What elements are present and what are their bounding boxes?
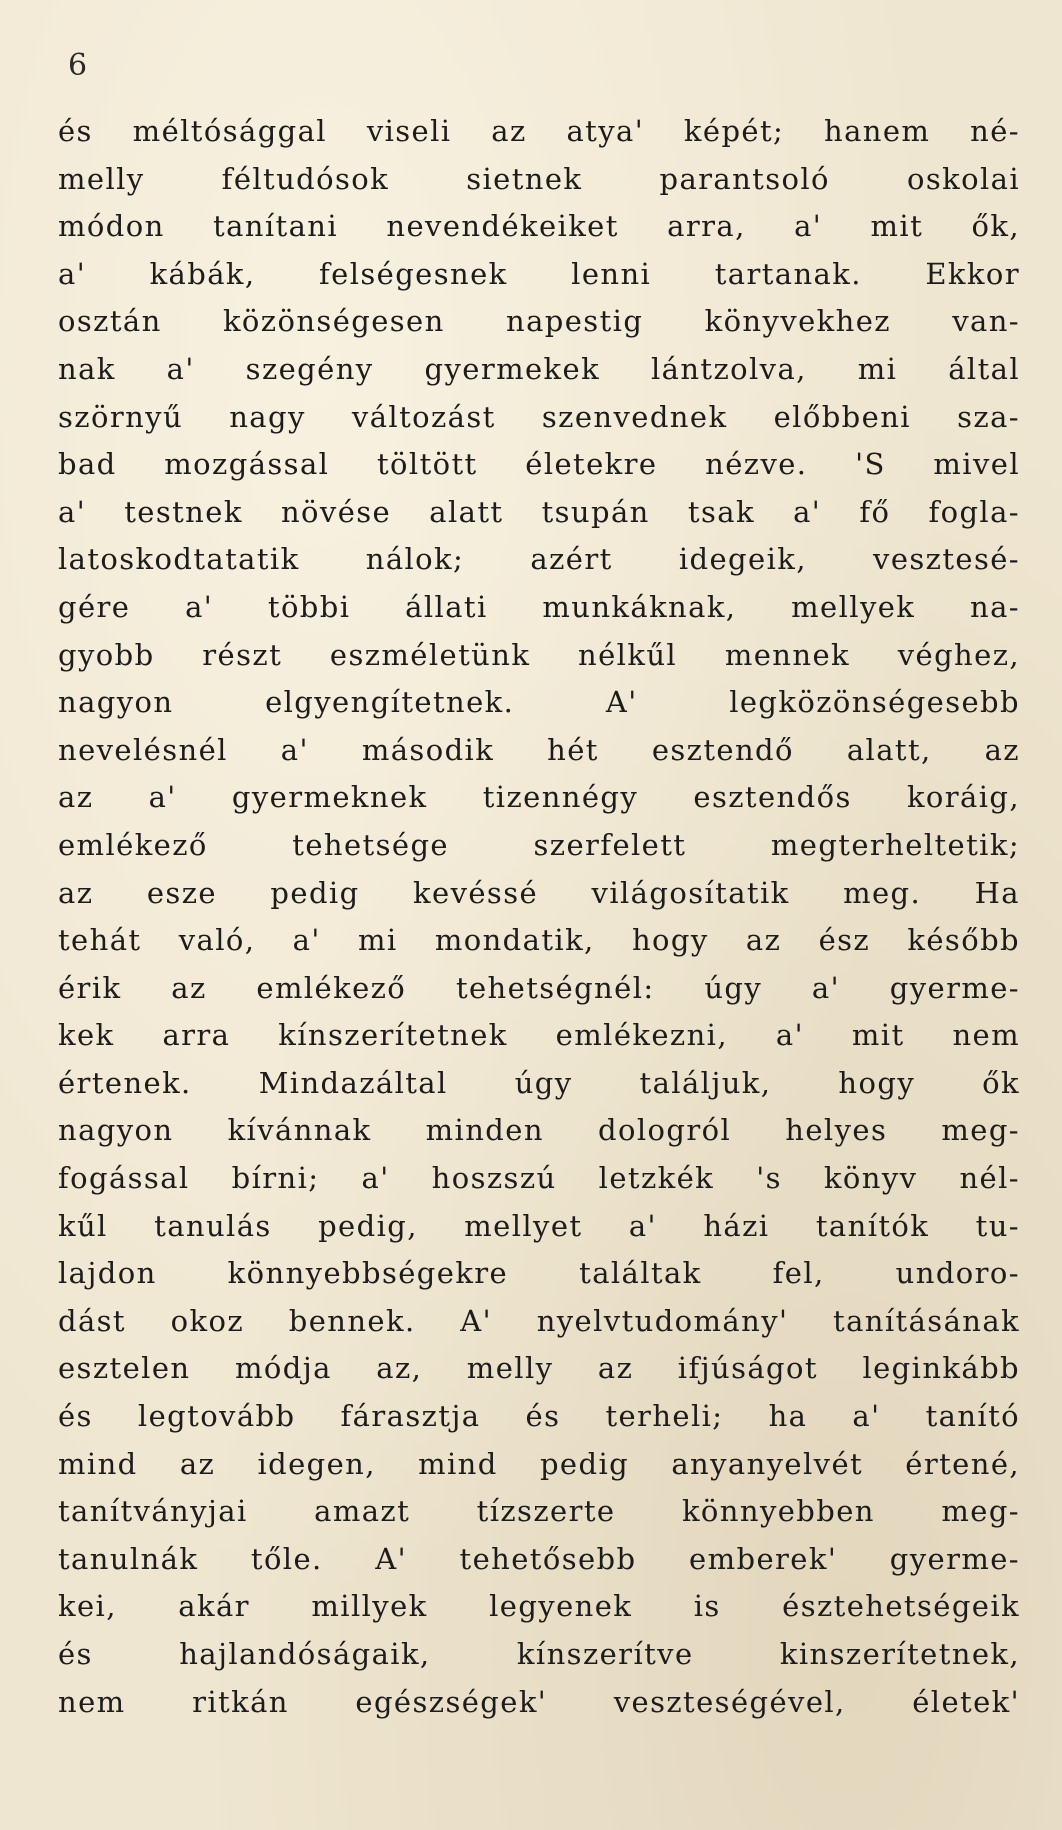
text-line: érik az emlékező tehetségnél: úgy a' gyerme- <box>58 970 1020 1005</box>
text-line: nagyon elgyengítetnek. A' legközönségesebb <box>58 685 1020 720</box>
text-line: gére a' többi állati munkáknak, mellyek na- <box>58 589 1020 624</box>
text-line: kek arra kínszerítetnek emlékezni, a' mit nem <box>58 1018 1020 1053</box>
text-line: értenek. Mindazáltal úgy találjuk, hogy ők <box>58 1065 1020 1100</box>
text-line: nem ritkán egészségek' veszteségével, életek' <box>58 1684 1020 1719</box>
text-line: és hajlandóságaik, kínszerítve kinszerítetnek, <box>58 1637 1020 1671</box>
body-text <box>58 108 1020 1726</box>
text-line: emlékező tehetsége szerfelett megterheltetik; <box>58 827 1020 862</box>
text-line: lajdon könnyebbségekre találtak fel, undoro- <box>58 1256 1020 1291</box>
text-line: a' testnek növése alatt tsupán tsak a' fő fogla- <box>58 494 1020 529</box>
text-line: nevelésnél a' második hét esztendő alatt, az <box>58 732 1020 767</box>
text-line: tanulnák tőle. A' tehetősebb emberek' gyerme- <box>58 1541 1020 1576</box>
text-line: az esze pedig kevéssé világosítatik meg. Ha <box>58 875 1020 910</box>
text-line: nak a' szegény gyermekek lántzolva, mi által <box>58 351 1020 386</box>
text-line: nagyon kívánnak minden dologról helyes meg- <box>58 1113 1020 1148</box>
text-line: kei, akár millyek legyenek is észtehetségeik <box>58 1589 1020 1624</box>
text-line: osztán közönségesen napestig könyvekhez van- <box>58 304 1020 339</box>
text-line: módon tanítani nevendékeiket arra, a' mit ők, <box>58 209 1020 244</box>
text-line: dást okoz bennek. A' nyelvtudomány' tanításának <box>58 1303 1020 1338</box>
text-line: mind az idegen, mind pedig anyanyelvét értené, <box>58 1446 1020 1481</box>
text-line: latoskodtatatik nálok; azért idegeik, vesztesé- <box>58 542 1020 577</box>
text-line: gyobb részt eszméletünk nélkűl mennek véghez, <box>58 637 1020 672</box>
text-line: tehát való, a' mi mondatik, hogy az ész később <box>58 923 1020 958</box>
text-line: az a' gyermeknek tizennégy esztendős koráig, <box>58 780 1020 815</box>
text-line: fogással bírni; a' hoszszú letzkék 's könyv nél- <box>58 1161 1020 1196</box>
text-line: és méltósággal viseli az atya' képét; hanem né- <box>58 114 1020 148</box>
page-number: 6 <box>68 48 88 83</box>
text-line: melly féltudósok sietnek parantsoló oskolai <box>58 161 1020 196</box>
text-line: tanítványjai amazt tízszerte könnyebben meg- <box>58 1494 1020 1529</box>
text-line: a' kábák, felségesnek lenni tartanak. Ekkor <box>58 256 1020 291</box>
text-line: bad mozgással töltött életekre nézve. 'S mivel <box>58 447 1020 482</box>
text-line: kűl tanulás pedig, mellyet a' házi tanítók tu- <box>58 1208 1020 1243</box>
text-line: és legtovább fárasztja és terheli; ha a' tanító <box>58 1399 1020 1434</box>
text-line: szörnyű nagy változást szenvednek előbbeni sza- <box>58 399 1020 434</box>
text-line: esztelen módja az, melly az ifjúságot leginkább <box>58 1351 1020 1386</box>
